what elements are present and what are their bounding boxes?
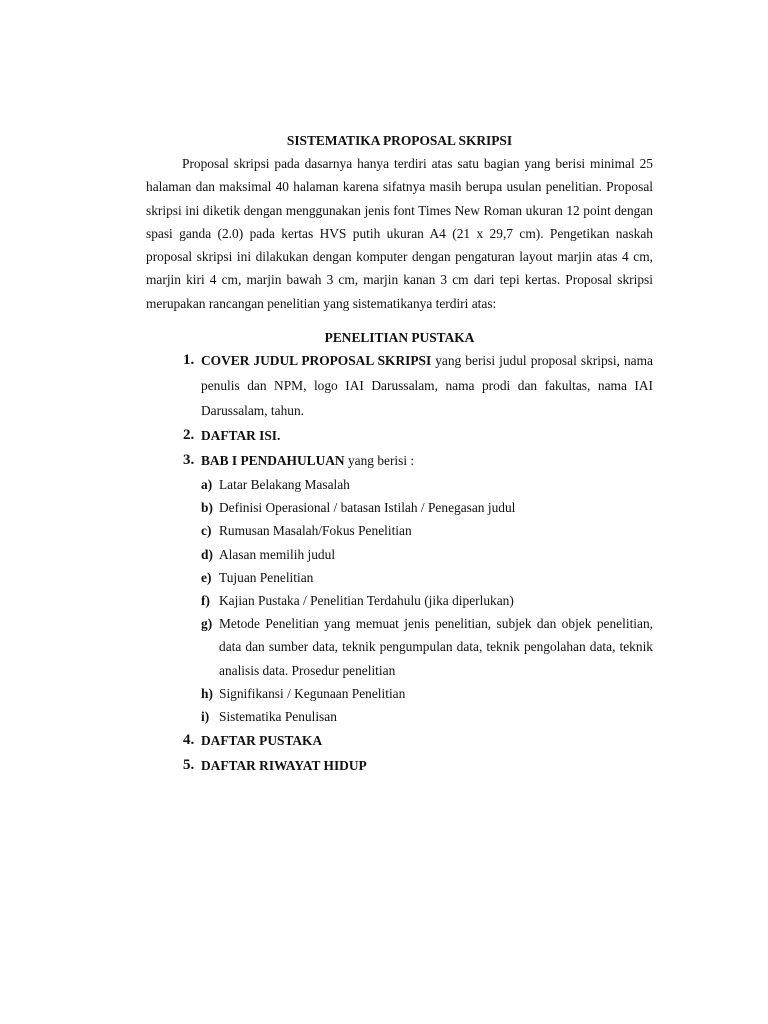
sub-list-text: Definisi Operasional / batasan Istilah / Penegasan judul	[219, 500, 516, 516]
sub-list-letter: e)	[201, 569, 212, 585]
sub-list-item	[201, 543, 653, 566]
list-item-number: 2.	[183, 427, 195, 443]
sub-list-item	[201, 473, 653, 496]
sub-list-item	[201, 612, 653, 682]
list-item-text	[201, 753, 653, 778]
list-item	[146, 423, 653, 448]
list-item-number: 3.	[183, 452, 195, 468]
main-list	[146, 348, 653, 778]
list-item-text	[201, 728, 653, 753]
list-item-description: yang berisi :	[344, 453, 415, 468]
sub-list-letter: h)	[201, 685, 213, 701]
sub-list-text: Latar Belakang Masalah	[219, 477, 350, 492]
sub-list-item	[201, 682, 653, 705]
list-item-heading: DAFTAR PUSTAKA	[201, 733, 323, 749]
sub-list	[201, 473, 653, 728]
sub-list-text: Metode Penelitian yang memuat jenis penelitian, subjek dan objek penelitian, data dan sumber data, teknik pengumpulan data, teknik pengolahan data, teknik analisis data. Prosedur penelitian	[219, 616, 653, 678]
list-item-text	[201, 423, 653, 448]
document-title: SISTEMATIKA PROPOSAL SKRIPSI	[286, 133, 513, 148]
sub-list-text: Alasan memilih judul	[219, 546, 336, 562]
section-subtitle: PENELITIAN PUSTAKA	[324, 330, 475, 345]
list-item-text	[201, 448, 653, 473]
sub-list-item	[201, 519, 653, 542]
list-item-heading: BAB I PENDAHULUAN	[201, 453, 345, 468]
list-item	[146, 753, 653, 778]
list-item	[146, 448, 653, 728]
list-item-number: 1.	[183, 352, 195, 368]
sub-list-item	[201, 566, 653, 589]
list-item-number: 4.	[183, 732, 195, 749]
list-item-text	[201, 348, 653, 423]
list-item-description: yang berisi judul proposal skripsi, nama penulis dan NPM, logo IAI Darussalam, nama prodi dan fakultas, nama IAI Darussalam, tahun.	[201, 353, 653, 418]
list-item	[146, 348, 653, 423]
sub-list-letter: f)	[201, 593, 210, 609]
intro-paragraph: Proposal skripsi pada dasarnya hanya terdiri atas satu bagian yang berisi minimal 25 halaman dan maksimal 40 halaman karena sifatnya masih berupa usulan penelitian. Proposal skripsi ini diketik dengan menggunakan jenis font Times New Roman ukuran 12 point dengan spasi ganda (2.0) pada kertas HVS putih ukuran A4 (21 x 29,7 cm). Pengetikan naskah proposal skripsi ini dilakukan dengan komputer dengan pengaturan layout marjin atas 4 cm, marjin kiri 4 cm, marjin bawah 3 cm, marjin kanan 3 cm dari tepi kertas. Proposal skripsi merupakan rancangan penelitian yang sistematikanya terdiri atas:	[146, 156, 653, 311]
sub-list-text: Tujuan Penelitian	[219, 569, 314, 585]
list-item	[146, 728, 653, 753]
sub-list-item	[201, 496, 653, 519]
sub-list-text: Signifikansi / Kegunaan Penelitian	[219, 685, 406, 701]
sub-list-letter: d)	[201, 546, 213, 562]
sub-list-letter: a)	[201, 477, 213, 492]
list-item-heading: COVER JUDUL PROPOSAL SKRIPSI	[201, 353, 432, 368]
sub-list-item	[201, 589, 653, 612]
list-item-number: 5.	[183, 757, 195, 774]
sub-list-text: Kajian Pustaka / Penelitian Terdahulu (jika diperlukan)	[219, 593, 514, 609]
list-item-heading: DAFTAR RIWAYAT HIDUP	[201, 758, 367, 774]
sub-list-letter: c)	[201, 523, 212, 539]
sub-list-letter: g)	[201, 616, 213, 632]
sub-list-letter: b)	[201, 500, 213, 516]
sub-list-item	[201, 705, 653, 728]
sub-list-text: Rumusan Masalah/Fokus Penelitian	[219, 523, 412, 539]
sub-list-letter: i)	[201, 709, 210, 725]
sub-list-text: Sistematika Penulisan	[219, 709, 337, 725]
list-item-heading: DAFTAR ISI.	[201, 428, 281, 443]
